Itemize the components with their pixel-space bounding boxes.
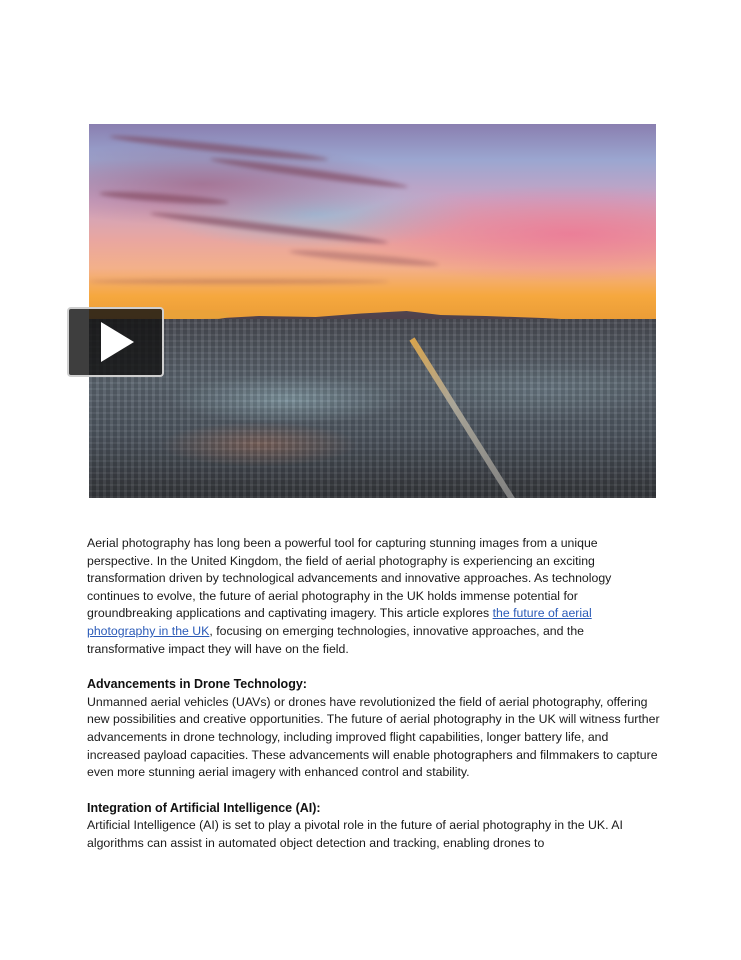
intro-text: Aerial photography has long been a powerful tool for capturing stunning images from a unique perspective. In the United Kingdom, the field of aerial photography is experiencing an exciting transformation driven by technological advancements and innovative approaches. As technology continues to evolve, the future of aerial photography in the UK holds immense potential for groundbreaking applications and captivating imagery. This article explores xyxy=(87,536,612,621)
sky-region xyxy=(89,124,656,324)
article-link[interactable]: the future of aerial photography in the UK xyxy=(87,606,592,638)
section-heading: Integration of Artificial Intelligence (AI): xyxy=(87,800,321,815)
intro-paragraph xyxy=(87,535,662,658)
intro-text-end: , focusing on emerging technologies, innovative approaches, and the transformative impact they will have on the field. xyxy=(87,623,584,656)
hero-image xyxy=(89,124,656,498)
spacer xyxy=(87,658,662,676)
section-paragraph: Unmanned aerial vehicles (UAVs) or drones have revolutionized the field of aerial photography, offering new possibilities and creative opportunities. The future of aerial photography in the UK will witness further advancements in drone technology, including improved flight capabilities, longer battery life, and increased payload capacities. These advancements will enable photographers and filmmakers to capture even more stunning aerial imagery with enhanced control and stability. xyxy=(87,694,660,780)
play-video-button[interactable] xyxy=(67,307,164,377)
article-body xyxy=(87,535,662,853)
spacer xyxy=(87,782,662,800)
cityscape xyxy=(89,319,656,498)
section-heading: Advancements in Drone Technology: xyxy=(87,677,307,692)
cloud xyxy=(89,279,389,284)
section-paragraph: Artificial Intelligence (AI) is set to play a pivotal role in the future of aerial photography in the UK. AI algorithms can assist in automated object detection and tracking, enabling drones to xyxy=(87,818,623,850)
play-icon xyxy=(99,321,135,363)
